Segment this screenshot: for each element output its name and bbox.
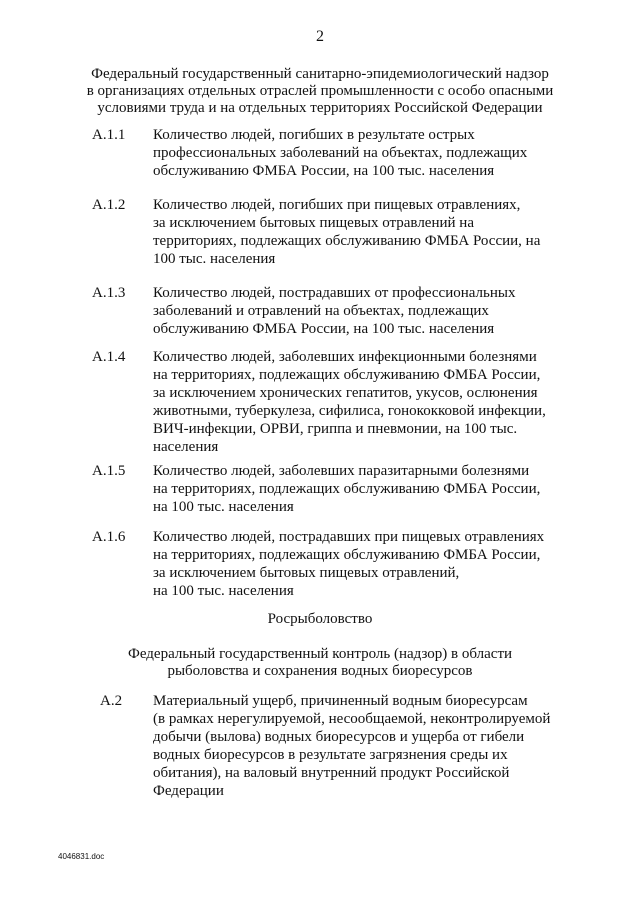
item-text: Количество людей, заболевших паразитарными болезнями на территориях, подлежащих обслуживанию ФМБА России, на 100 тыс. населения: [153, 463, 541, 515]
section-heading-fisheries: Федеральный государственный контроль (надзор) в области рыболовства и сохранения водных биоресурсов: [127, 646, 513, 679]
item-text: Количество людей, погибших в результате острых профессиональных заболеваний на объектах, подлежащих обслуживанию ФМБА России, на 100 тыс. населения: [153, 127, 528, 179]
item-code: А.1.5: [92, 463, 126, 479]
item-text: Количество людей, заболевших инфекционными болезнями на территориях, подлежащих обслуживанию ФМБА России, за исключением хронических гепатитов, укусов, ослюнения животными, туберкулеза, сифилиса, гонококковой инфекции, ВИЧ-инфекции, ОРВИ, гриппа и пневмонии, на 100 тыс. населения: [153, 349, 546, 455]
agency-title: Росрыболовство: [267, 611, 373, 627]
item-code: А.1.6: [92, 529, 126, 545]
item-text: Количество людей, погибших при пищевых отравлениях, за исключением бытовых пищевых отравлений на территориях, подлежащих обслуживанию ФМБА России, на 100 тыс. населения: [153, 197, 541, 267]
section-heading-sanitary: Федеральный государственный санитарно-эпидемиологический надзор в организациях отдельных отраслей промышленности с особо опасными условиями труда и на отдельных территориях Российской Федерации: [86, 66, 554, 116]
item-code: А.1.4: [92, 349, 126, 365]
item-code: А.1.2: [92, 197, 126, 213]
item-text: Количество людей, пострадавших от профессиональных заболеваний и отравлений на объектах, подлежащих обслуживанию ФМБА России, на 100 тыс. населения: [153, 285, 516, 337]
item-text: Количество людей, пострадавших при пищевых отравлениях на территориях, подлежащих обслуживанию ФМБА России, за исключением бытовых пищевых отравлений, на 100 тыс. населения: [153, 529, 545, 599]
document-filename: 4046831.doc: [58, 852, 105, 861]
item-code: А.2: [100, 693, 123, 709]
item-text: Материальный ущерб, причиненный водным биоресурсам (в рамках нерегулируемой, несообщаемой, неконтролируемой добычи (вылова) водных биоресурсов и ущерба от гибели водных биоресурсов в результате загрязнения среды их обитания), на валовый внутренний продукт Российской Федерации: [153, 693, 551, 799]
item-code: А.1.1: [92, 127, 126, 143]
page-number: 2: [316, 28, 324, 45]
item-code: А.1.3: [92, 285, 126, 301]
